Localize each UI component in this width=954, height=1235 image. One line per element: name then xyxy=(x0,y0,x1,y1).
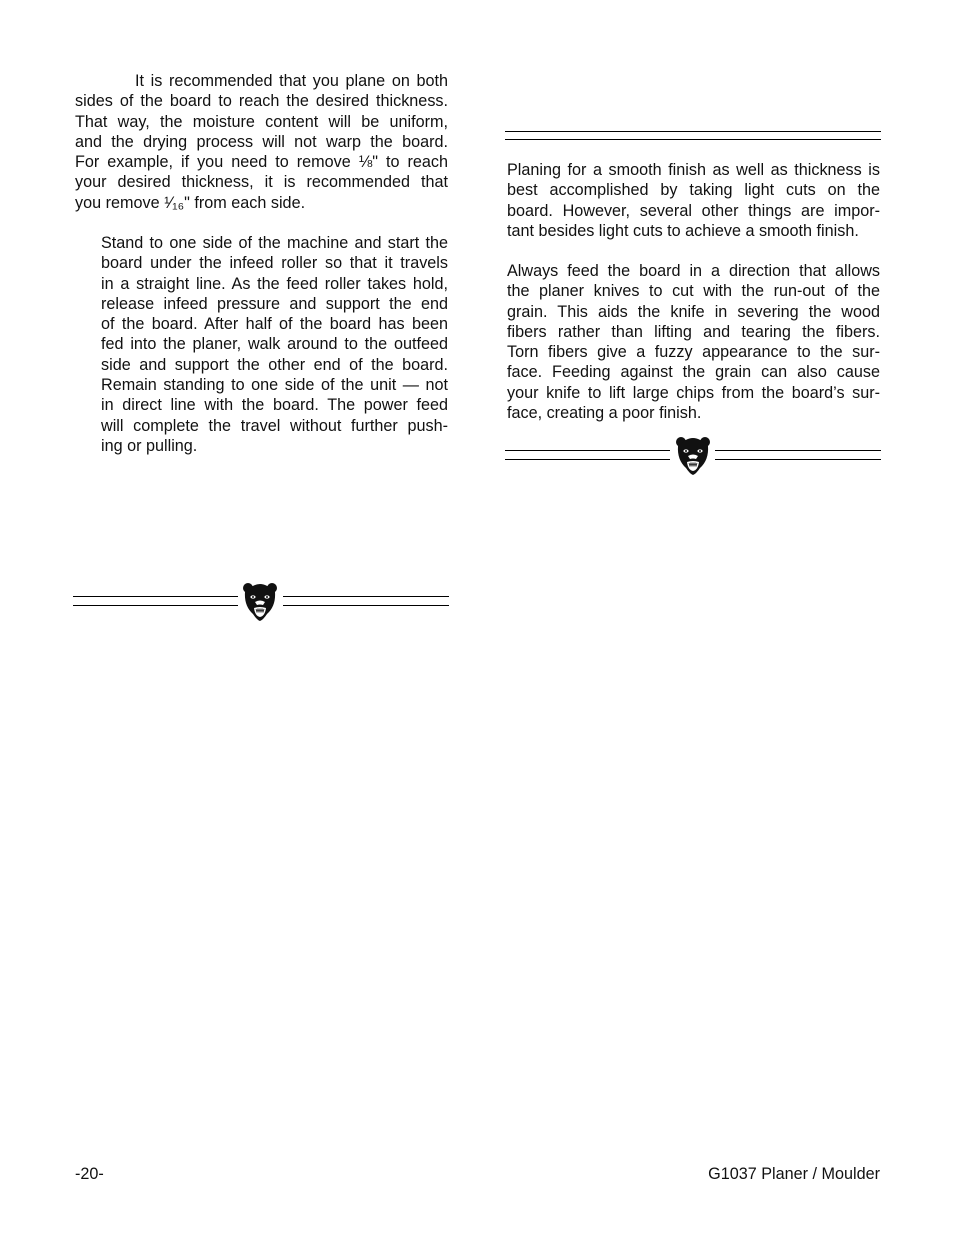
text-line: side and support the other end of the board. xyxy=(101,355,448,374)
paragraph-smooth-finish xyxy=(507,160,880,241)
text-line: release infeed pressure and support the end xyxy=(101,294,448,313)
text-line: best accomplished by taking light cuts on the xyxy=(507,181,880,200)
text-line: Remain standing to one side of the unit — not xyxy=(101,376,448,395)
text-line: in direct line with the board. The power feed xyxy=(101,396,448,415)
page-number: -20- xyxy=(75,1165,104,1183)
text-line: For example, if you need to remove ⅛" to reach xyxy=(75,153,448,172)
paragraph-plane-both-sides xyxy=(75,71,448,213)
text-line: fibers rather than lifting and tearing the fibers. xyxy=(507,322,880,341)
text-line: Stand to one side of the machine and start the xyxy=(101,234,448,252)
text-line: sides of the board to reach the desired thickness. xyxy=(75,92,448,111)
section-divider xyxy=(505,436,881,472)
paragraph-feeding-procedure xyxy=(101,233,448,456)
text-line: face, creating a poor finish. xyxy=(507,404,702,423)
text-line: and the drying process will not warp the board. xyxy=(75,132,448,151)
manual-title: G1037 Planer / Moulder xyxy=(708,1165,880,1183)
text-line: ing or pulling. xyxy=(101,436,198,455)
text-line: in a straight line. As the feed roller takes hold, xyxy=(101,274,448,293)
text-line: fed into the planer, walk around to the outfeed xyxy=(101,335,448,354)
text-line: of the board. After half of the board has been xyxy=(101,315,448,334)
bear-head-icon xyxy=(674,436,712,476)
text-line: board under the infeed roller so that it travels xyxy=(101,254,448,273)
divider-rule xyxy=(505,450,670,460)
text-line: you remove ¹⁄₁₆" from each side. xyxy=(75,193,306,212)
text-line: It is recommended that you plane on both xyxy=(75,72,448,90)
text-line: That way, the moisture content will be uniform, xyxy=(75,112,448,131)
text-line: grain. This aids the knife in severing the wood xyxy=(507,302,880,321)
text-line: Planing for a smooth finish as well as thickness is xyxy=(507,161,880,179)
text-line: your knife to lift large chips from the board’s sur- xyxy=(507,383,880,402)
text-line: face. Feeding against the grain can also cause xyxy=(507,363,880,382)
text-line: Always feed the board in a direction that allows xyxy=(507,262,880,280)
text-line: your desired thickness, it is recommended that xyxy=(75,173,448,192)
divider-rule xyxy=(283,596,449,606)
text-line: will complete the travel without further push- xyxy=(101,416,448,435)
bear-head-icon xyxy=(241,582,279,622)
paragraph-grain-direction xyxy=(507,261,880,423)
divider-rule xyxy=(73,596,238,606)
text-line: board. However, several other things are impor- xyxy=(507,201,880,220)
text-line: the planer knives to cut with the run-out of the xyxy=(507,282,880,301)
divider-rule xyxy=(715,450,881,460)
text-line: Torn fibers give a fuzzy appearance to the sur- xyxy=(507,343,880,362)
text-line: tant besides light cuts to achieve a smooth finish. xyxy=(507,221,859,240)
section-divider xyxy=(73,582,449,618)
